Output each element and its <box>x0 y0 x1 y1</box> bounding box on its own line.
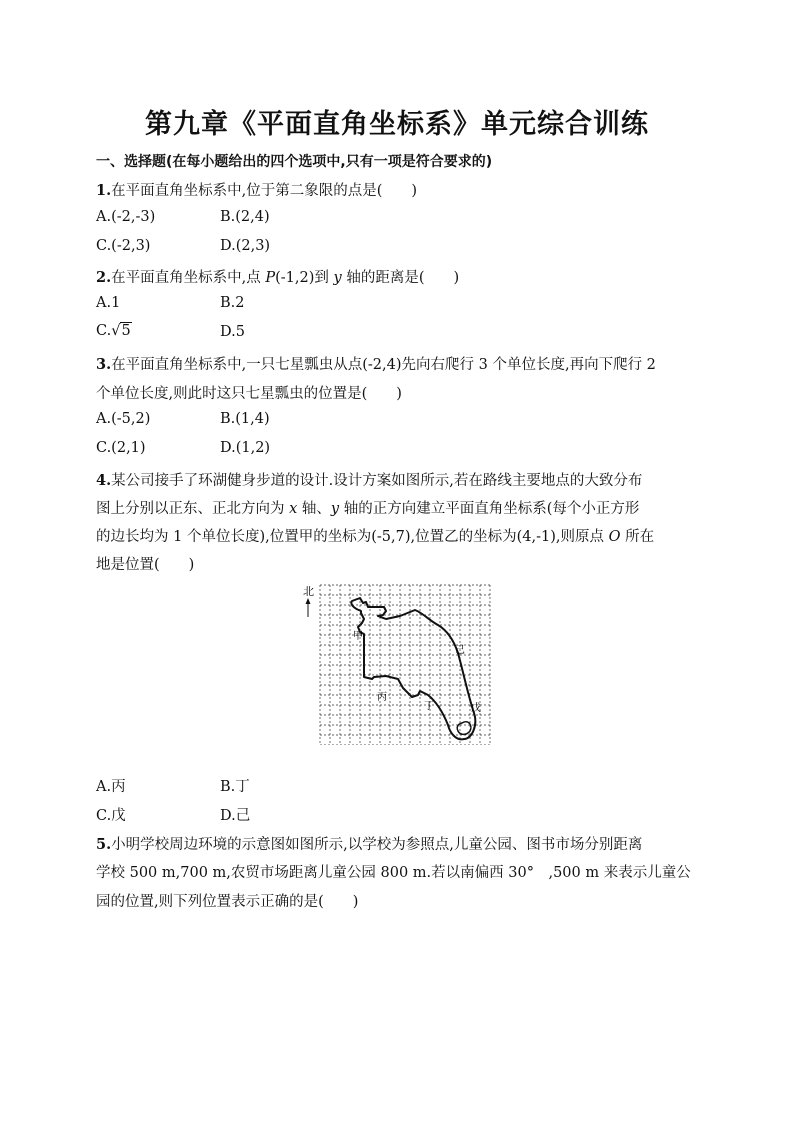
question-number: 1. <box>96 182 112 199</box>
label-ji: 己 <box>455 645 465 656</box>
option-c: C.(2,1) <box>96 440 146 456</box>
option-c: C.(-2,3) <box>96 238 151 254</box>
question-text: 轴的距离是( ) <box>341 270 460 286</box>
trail-map-figure <box>298 583 498 745</box>
option-b: B.(2,4) <box>220 209 270 225</box>
question-number: 3. <box>96 356 112 373</box>
question-2 <box>96 266 459 287</box>
question-text: 在平面直角坐标系中,点 <box>111 270 266 286</box>
axis-y: y <box>333 270 342 286</box>
option-c: C.戊 <box>96 808 126 824</box>
option-label: C. <box>96 323 112 339</box>
question-3-line-2: 个单位长度,则此时这只七星瓢虫的位置是( ) <box>96 386 402 402</box>
text: 所在 <box>620 529 655 545</box>
label-jia: 甲 <box>353 631 363 642</box>
option-c <box>96 323 132 339</box>
question-text: (-1,2)到 <box>275 270 334 286</box>
axis-y: y <box>330 501 340 517</box>
question-5-line-3: 园的位置,则下列位置表示正确的是( ) <box>96 894 359 910</box>
question-text: 某公司接手了环湖健身步道的设计.设计方案如图所示,若在路线主要地点的大致分布 <box>111 473 643 489</box>
option-a: A.(-5,2) <box>96 411 151 427</box>
question-4-line-3 <box>96 525 654 546</box>
option-b: B.2 <box>220 295 245 311</box>
option-b: B.(1,4) <box>220 411 270 427</box>
question-1 <box>96 179 417 200</box>
question-number: 2. <box>96 269 112 286</box>
option-b: B.丁 <box>220 779 250 795</box>
question-4 <box>96 469 642 490</box>
question-text: 在平面直角坐标系中,位于第二象限的点是( ) <box>111 183 418 199</box>
axis-x: x <box>289 501 298 517</box>
option-a: A.(-2,-3) <box>96 209 156 225</box>
north-label: 北 <box>303 585 314 598</box>
question-5 <box>96 833 642 854</box>
question-number: 5. <box>96 836 112 853</box>
question-4-line-2 <box>96 497 639 518</box>
option-a: A.1 <box>96 295 121 311</box>
point-p: P <box>265 270 276 286</box>
question-number: 4. <box>96 472 112 489</box>
question-5-line-2: 学校 500 m,700 m,农贸市场距离儿童公园 800 m.若以南偏西 30° ,500 m 来表示儿童公 <box>96 865 691 881</box>
question-text: 在平面直角坐标系中,一只七星瓢虫从点(-2,4)先向右爬行 3 个单位长度,再向下爬行 2 <box>111 357 656 373</box>
option-d: D.(2,3) <box>220 238 271 254</box>
page-title: 第九章《平面直角坐标系》单元综合训练 <box>145 109 649 140</box>
option-a: A.丙 <box>96 779 126 795</box>
section-heading: 一、选择题(在每小题给出的四个选项中,只有一项是符合要求的) <box>96 154 493 170</box>
text: 轴、 <box>297 501 331 517</box>
option-d: D.5 <box>220 324 245 340</box>
label-ding: 丁 <box>424 701 434 712</box>
question-4-line-4: 地是位置( ) <box>96 557 195 573</box>
text: 轴的正方向建立平面直角坐标系(每个小正方形 <box>339 501 640 517</box>
option-d: D.己 <box>220 808 251 824</box>
question-3 <box>96 353 656 374</box>
text: 的边长均为 1 个单位长度),位置甲的坐标为(-5,7),位置乙的坐标为(4,-1),则原点 <box>96 529 609 545</box>
grid-lines <box>320 585 490 745</box>
text: 图上分别以正东、正北方向为 <box>96 501 290 517</box>
north-arrowhead-icon <box>306 598 311 604</box>
trail-loop <box>457 722 471 735</box>
question-text: 小明学校周边环境的示意图如图所示,以学校为参照点,儿童公园、图书市场分别距离 <box>111 837 643 853</box>
origin-o: O <box>608 529 621 545</box>
sqrt-expression: √5 <box>111 323 131 339</box>
label-bing: 丙 <box>377 692 387 703</box>
option-d: D.(1,2) <box>220 440 271 456</box>
label-wu: 戊 <box>471 703 481 714</box>
radicand: 5 <box>121 323 131 339</box>
